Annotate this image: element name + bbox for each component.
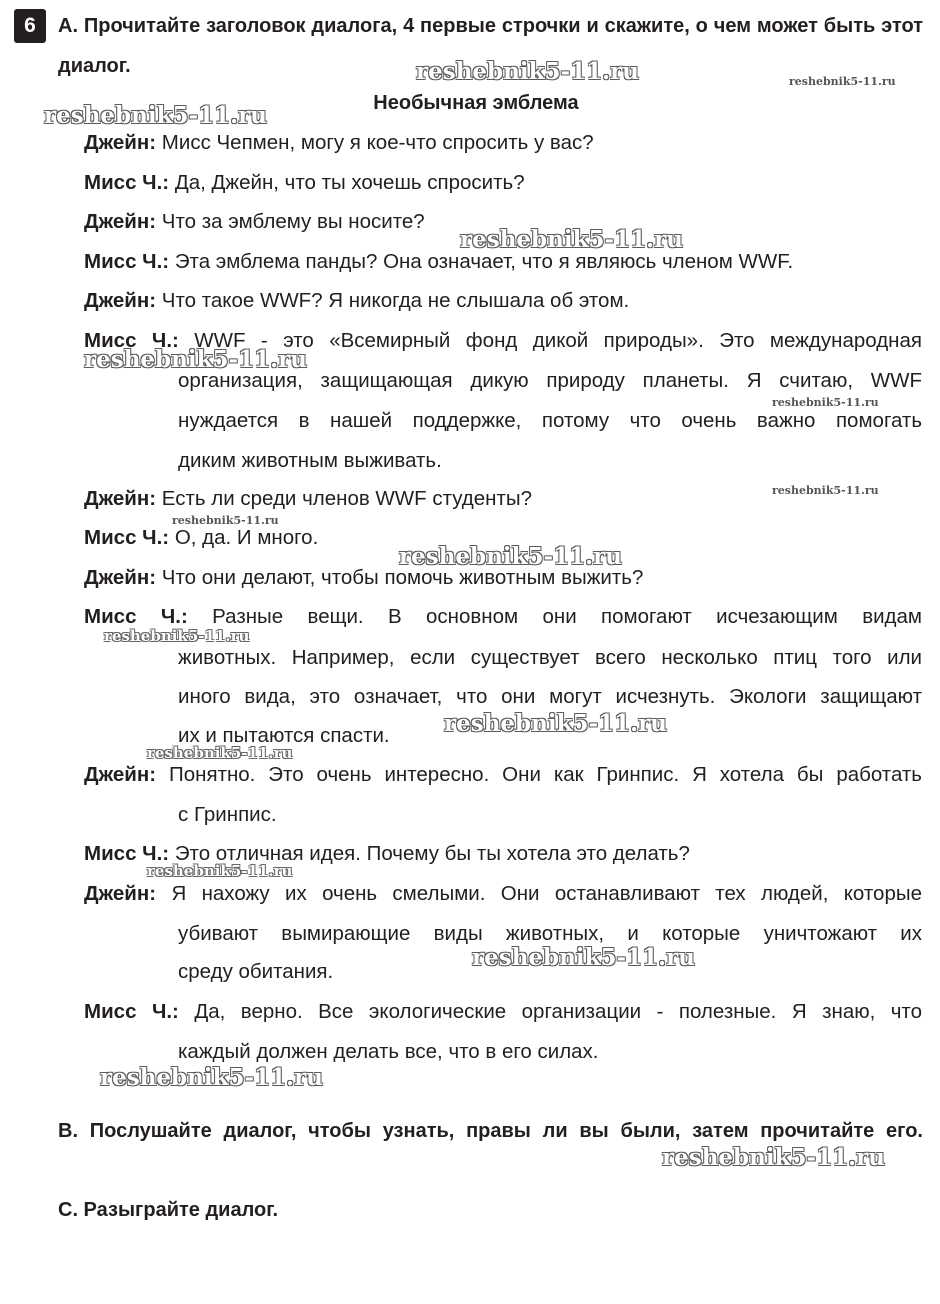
speaker-label: Мисс Ч.: [84, 526, 170, 549]
speaker-label: Джейн: [84, 566, 157, 589]
dialogue-continuation: среду обитания. [178, 960, 334, 983]
speaker-label: Мисс Ч.: [84, 329, 179, 352]
dialogue-line [84, 281, 922, 321]
speaker-label: Джейн: [84, 487, 157, 510]
exercise-number-badge: 6 [14, 9, 46, 43]
watermark: reshebnik5-11.ru [416, 58, 639, 85]
speaker-label: Мисс Ч.: [84, 1000, 179, 1023]
dialogue-continuation: диким животным выживать. [178, 449, 442, 472]
dialogue-continuation: животных. Например, если существует всего несколько птиц того или [178, 646, 922, 669]
dialogue-continuation: нуждается в нашей поддержке, потому что очень важно помогать [178, 409, 922, 432]
dialogue-line [84, 163, 922, 203]
watermark: reshebnik5-11.ru [100, 1064, 323, 1091]
watermark: reshebnik5-11.ru [662, 1144, 885, 1171]
task-a-instruction: A. Прочитайте заголовок диалога, 4 первые строчки и скажите, о чем может быть этот диалог. [58, 15, 923, 77]
dialogue-text: Что они делают, чтобы помочь животным выжить? [161, 566, 644, 589]
dialogue-text: Я нахожу их очень смелыми. Они останавливают тех людей, которые [171, 882, 922, 905]
dialogue-text: Понятно. Это очень интересно. Они как Гринпис. Я хотела бы работать [169, 763, 922, 786]
watermark: reshebnik5-11.ru [772, 396, 879, 409]
dialogue-text: Мисс Чепмен, могу я кое-что спросить у вас? [161, 131, 594, 154]
watermark: reshebnik5-11.ru [147, 744, 293, 762]
speaker-label: Мисс Ч.: [84, 842, 170, 865]
dialogue-continuation: их и пытаются спасти. [178, 724, 390, 747]
watermark: reshebnik5-11.ru [444, 710, 667, 737]
speaker-label: Джейн: [84, 131, 157, 154]
watermark: reshebnik5-11.ru [44, 102, 267, 129]
watermark: reshebnik5-11.ru [399, 543, 622, 570]
speaker-label: Джейн: [84, 210, 157, 233]
speaker-label: Мисс Ч.: [84, 171, 170, 194]
dialogue-continuation: с Гринпис. [178, 803, 277, 826]
watermark: reshebnik5-11.ru [147, 862, 293, 880]
dialogue-text: WWF - это «Всемирный фонд дикой природы». Это международная [194, 329, 922, 352]
speaker-label: Джейн: [84, 763, 157, 786]
dialogue-line [84, 992, 922, 1032]
speaker-label: Мисс Ч.: [84, 605, 188, 628]
speaker-label: Джейн: [84, 882, 157, 905]
dialogue-continuation: убивают вымирающие виды животных, и которые уничтожают их [178, 922, 922, 945]
dialogue-text: О, да. И много. [174, 526, 319, 549]
dialogue-text: Что такое WWF? Я никогда не слышала об этом. [161, 289, 630, 312]
dialogue-text: Что за эмблему вы носите? [161, 210, 425, 233]
speaker-label: Мисс Ч.: [84, 250, 170, 273]
watermark: reshebnik5-11.ru [172, 514, 279, 527]
watermark: reshebnik5-11.ru [772, 484, 879, 497]
task-b-instruction: B. Послушайте диалог, чтобы узнать, правы ли вы были, затем прочитайте его. [58, 1120, 923, 1142]
dialogue-continuation: каждый должен делать все, что в его силах. [178, 1040, 599, 1063]
dialogue-text: Да, Джейн, что ты хочешь спросить? [174, 171, 525, 194]
watermark: reshebnik5-11.ru [104, 627, 250, 645]
dialogue-line [84, 123, 922, 163]
dialogue-text: Разные вещи. В основном они помогают исчезающим видам [212, 605, 922, 628]
dialogue-text: Это отличная идея. Почему бы ты хотела это делать? [174, 842, 690, 865]
watermark: reshebnik5-11.ru [84, 346, 307, 373]
watermark: reshebnik5-11.ru [789, 75, 896, 88]
dialogue-text: Есть ли среди членов WWF студенты? [161, 487, 532, 510]
dialogue-continuation: иного вида, это означает, что они могут исчезнуть. Экологи защищают [178, 685, 922, 708]
dialogue-text: Эта эмблема панды? Она означает, что я являюсь членом WWF. [174, 250, 794, 273]
dialogue-continuation: организация, защищающая дикую природу планеты. Я считаю, WWF [178, 369, 922, 392]
dialogue-line [84, 874, 922, 914]
watermark: reshebnik5-11.ru [472, 944, 695, 971]
speaker-label: Джейн: [84, 289, 157, 312]
dialogue-title: Необычная эмблема [373, 92, 579, 114]
watermark: reshebnik5-11.ru [460, 226, 683, 253]
dialogue-text: Да, верно. Все экологические организации - полезные. Я знаю, что [194, 1000, 922, 1023]
task-c-instruction: C. Разыграйте диалог. [58, 1199, 279, 1221]
